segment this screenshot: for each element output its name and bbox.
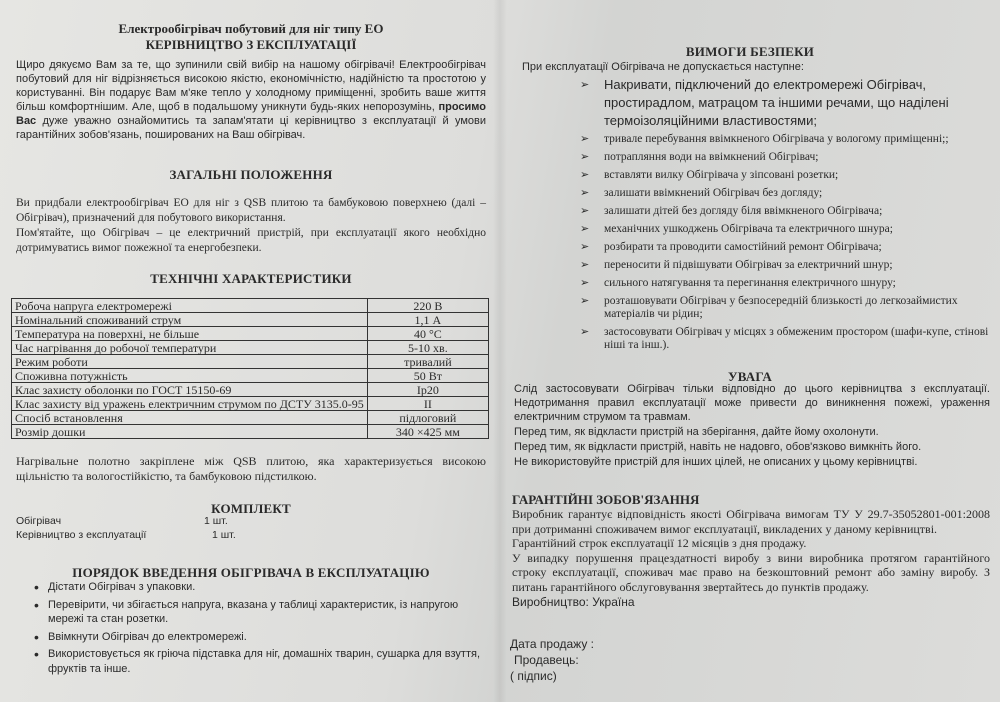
intro-text-bold: просимо Вас bbox=[16, 101, 486, 127]
procedure-item: • Дістати Обігрівач з упаковки. bbox=[14, 580, 486, 595]
safety-item-text: залишати дітей без догляду біля ввімкненого Обігрівача; bbox=[604, 205, 883, 217]
procedure-item: • Використовується як гріюча підставка для ніг, домашніх тварин, сушарка для взуття, фруктів та інше. bbox=[14, 647, 486, 676]
kit-item bbox=[16, 514, 486, 528]
arrow-bullet-icon: ➢ bbox=[580, 205, 590, 217]
specs-label: Клас захисту оболонки по ГОСТ 15150-69 bbox=[12, 383, 368, 397]
specs-row bbox=[12, 299, 489, 313]
safety-item bbox=[580, 223, 992, 236]
safety-item-text: розбирати та проводити самостійний ремонт Обігрівача; bbox=[604, 241, 882, 253]
intro-text-before: Щиро дякуємо Вам за те, що зупинили свій вибір на нашому обігрівачі! Електрообігрівач побутовий для ніг відрізняється високою якістю, економічністю, надійністю та простотою у користуванні. Він подарує Вам м'яке тепло у холодному приміщенні, зробить ваше життя більш комфортнішим. Але, щоб в подальшому уникнути будь-яких непорозумінь, bbox=[16, 59, 486, 113]
specs-row bbox=[12, 355, 489, 369]
safety-item bbox=[580, 259, 992, 272]
specs-value: 5-10 хв. bbox=[367, 341, 488, 355]
safety-item-text: залишати ввімкнений Обігрівач без догляду; bbox=[604, 187, 823, 199]
specs-row bbox=[12, 397, 489, 411]
arrow-bullet-icon: ➢ bbox=[580, 326, 590, 338]
general-paragraph-1: Ви придбали електрообігрівач ЕО для ніг з QSB плитою та бамбуковою поверхнею (далі – Обігрівач), призначений для побутового використання. bbox=[16, 197, 486, 224]
specs-value: 1,1 А bbox=[367, 313, 488, 327]
warranty-block bbox=[512, 507, 990, 610]
safety-item bbox=[580, 187, 992, 200]
document-title: Електрообігрівач побутовий для ніг типу ЕО bbox=[118, 21, 384, 36]
warning-paragraph-2: Перед тим, як відкласти пристрій на зберігання, дайте йому охолонути. bbox=[514, 426, 879, 438]
manufacturer: Виробництво: Україна bbox=[512, 595, 635, 609]
safety-item bbox=[580, 133, 992, 146]
specs-label: Режим роботи bbox=[12, 355, 368, 369]
kit-item-qty: 1 шт. bbox=[212, 529, 236, 541]
specs-row bbox=[12, 313, 489, 327]
page-fold bbox=[493, 0, 507, 702]
safety-item-text: потрапляння води на ввімкнений Обігрівач; bbox=[604, 151, 819, 163]
warning-paragraph-4: Не використовуйте пристрій для інших цілей, не описаних у цьому керівництві. bbox=[514, 456, 918, 468]
warning-paragraph-3: Перед тим, як відкласти пристрій, навіть не надовго, обов'язково вимкніть його. bbox=[514, 441, 922, 453]
procedure-list bbox=[14, 580, 486, 679]
sale-date-label: Дата продажу : bbox=[510, 637, 594, 651]
general-paragraph-2: Пом'ятайте, що Обігрівач – це електричний пристрій, при експлуатації якого необхідно дотримуватись вимог пожежної та енергобезпеки. bbox=[16, 227, 486, 254]
specs-value: підлоговий bbox=[367, 411, 488, 425]
warranty-paragraph-3: У випадку порушення працездатності виробу з вини виробника протягом гарантійного строку експлуатації, споживач має право на безкоштовний ремонт або заміну виробу. З питань гарантійного обслуговування звертайтесь до пунктів продажу. bbox=[512, 550, 990, 594]
specs-label: Розмір дошки bbox=[12, 425, 368, 439]
specs-note: Нагрівальне полотно закріплене між QSB плитою, яка характеризується високою щільністю та вологостійкістю, та бамбуковою підстилкою. bbox=[16, 454, 486, 483]
safety-item bbox=[580, 326, 992, 352]
warranty-paragraph-1: Виробник гарантує відповідність якості Обігрівача вимогам ТУ У 29.7-35052801-001:2008 при дотриманні споживачем вимог експлуатації, викладених у даному керівництві. bbox=[512, 507, 990, 536]
specs-value: 340 ×425 мм bbox=[367, 425, 488, 439]
safety-item bbox=[580, 277, 992, 290]
kit-list bbox=[16, 514, 486, 542]
intro-paragraph bbox=[16, 58, 486, 142]
specs-label: Робоча напруга електромережі bbox=[12, 299, 368, 313]
arrow-bullet-icon: ➢ bbox=[580, 133, 590, 145]
seller-label: Продавець: bbox=[514, 653, 579, 667]
arrow-bullet-icon: ➢ bbox=[580, 187, 590, 199]
general-heading: ЗАГАЛЬНІ ПОЛОЖЕННЯ bbox=[169, 167, 333, 182]
specs-label: Спосіб встановлення bbox=[12, 411, 368, 425]
safety-item-text: Накривати, підключений до електромережі Обігрівач, простирадлом, матрацом та іншими речами, що наділені термоізоляційними властивостями; bbox=[604, 77, 949, 128]
safety-item bbox=[580, 205, 992, 218]
safety-item-text: сильного натягування та перегинання електричного шнуру; bbox=[604, 277, 896, 289]
specs-row bbox=[12, 383, 489, 397]
kit-item-qty: 1 шт. bbox=[204, 515, 228, 527]
kit-item bbox=[16, 528, 486, 542]
warning-paragraph-1: Слід застосовувати Обігрівач тільки відповідно до цього керівництва з експлуатації. Недотримання правил експлуатації може привести до виникнення пожежі, ураження електричним струмом та травмам. bbox=[514, 383, 990, 423]
specs-value: тривалий bbox=[367, 355, 488, 369]
specs-table bbox=[11, 298, 489, 439]
specs-row bbox=[12, 369, 489, 383]
specs-label: Клас захисту від уражень електричним струмом по ДСТУ 3135.0-95 bbox=[12, 397, 368, 411]
procedure-item: • Ввімкнути Обігрівач до електромережі. bbox=[14, 630, 486, 645]
specs-label: Споживна потужність bbox=[12, 369, 368, 383]
specs-label: Температура на поверхні, не більше bbox=[12, 327, 368, 341]
specs-row bbox=[12, 411, 489, 425]
specs-value: 40 °С bbox=[367, 327, 488, 341]
safety-item-text: застосовувати Обігрівач у місцях з обмеженим простором (шафи-купе, стінові ніші та інш.). bbox=[604, 326, 989, 351]
arrow-bullet-icon: ➢ bbox=[580, 223, 590, 235]
arrow-bullet-icon: ➢ bbox=[580, 169, 590, 181]
arrow-bullet-icon: ➢ bbox=[580, 79, 590, 91]
safety-item-text: тривале перебування ввімкненого Обігрівача у вологому приміщенні;; bbox=[604, 133, 949, 145]
warning-block bbox=[514, 382, 990, 469]
procedure-item: • Перевірити, чи збігається напруга, вказана у таблиці характеристик, із напругою мережі та стан розетки. bbox=[14, 598, 486, 627]
specs-row bbox=[12, 341, 489, 355]
specs-value: Ip20 bbox=[367, 383, 488, 397]
safety-item bbox=[580, 76, 992, 130]
safety-item bbox=[580, 169, 992, 182]
specs-value: II bbox=[367, 397, 488, 411]
safety-item bbox=[580, 295, 992, 321]
kit-heading: КОМПЛЕКТ bbox=[211, 501, 291, 516]
safety-item bbox=[580, 241, 992, 254]
specs-row bbox=[12, 425, 489, 439]
safety-item bbox=[580, 151, 992, 164]
procedure-heading: ПОРЯДОК ВВЕДЕННЯ ОБІГРІВАЧА В ЕКСПЛУАТАЦІЮ bbox=[72, 565, 430, 580]
arrow-bullet-icon: ➢ bbox=[580, 295, 590, 307]
safety-item-text: розташовувати Обігрівач у безпосередній близькості до легкозаймистих матеріалів чи рідин; bbox=[604, 295, 958, 320]
specs-label: Час нагрівання до робочої температури bbox=[12, 341, 368, 355]
arrow-bullet-icon: ➢ bbox=[580, 277, 590, 289]
safety-intro: При експлуатації Обігрівача не допускається наступне: bbox=[522, 61, 804, 73]
arrow-bullet-icon: ➢ bbox=[580, 241, 590, 253]
safety-item-text: механічних ушкоджень Обігрівача та електричного шнура; bbox=[604, 223, 893, 235]
safety-item-text: переносити й підвішувати Обігрівач за електричний шнур; bbox=[604, 259, 893, 271]
specs-value: 220 В bbox=[367, 299, 488, 313]
kit-item-name: Обігрівач bbox=[16, 515, 62, 527]
arrow-bullet-icon: ➢ bbox=[580, 151, 590, 163]
warning-heading: УВАГА bbox=[727, 369, 773, 384]
warranty-heading: ГАРАНТІЙНІ ЗОБОВ'ЯЗАННЯ bbox=[512, 492, 700, 507]
document-subtitle: КЕРІВНИЦТВО З ЕКСПЛУАТАЦІЇ bbox=[145, 37, 357, 52]
kit-item-name: Керівництво з експлуатації bbox=[16, 529, 147, 541]
safety-heading: ВИМОГИ БЕЗПЕКИ bbox=[685, 44, 815, 59]
arrow-bullet-icon: ➢ bbox=[580, 259, 590, 271]
specs-label: Номінальний споживаний струм bbox=[12, 313, 368, 327]
specs-row bbox=[12, 327, 489, 341]
safety-list bbox=[508, 76, 992, 357]
warranty-paragraph-2: Гарантійний строк експлуатації 12 місяців з дня продажу. bbox=[512, 536, 807, 550]
safety-item-text: вставляти вилку Обігрівача у зіпсовані розетки; bbox=[604, 169, 839, 181]
intro-text-after: дуже уважно ознайомитись та запам'ятати ці керівництво з експлуатації й умови гарантійних зобов'язань, пошированих на Ваш обігрівач. bbox=[16, 115, 486, 141]
specs-heading: ТЕХНІЧНІ ХАРАКТЕРИСТИКИ bbox=[150, 271, 352, 286]
signature-label: ( підпис) bbox=[510, 669, 557, 683]
specs-value: 50 Вт bbox=[367, 369, 488, 383]
